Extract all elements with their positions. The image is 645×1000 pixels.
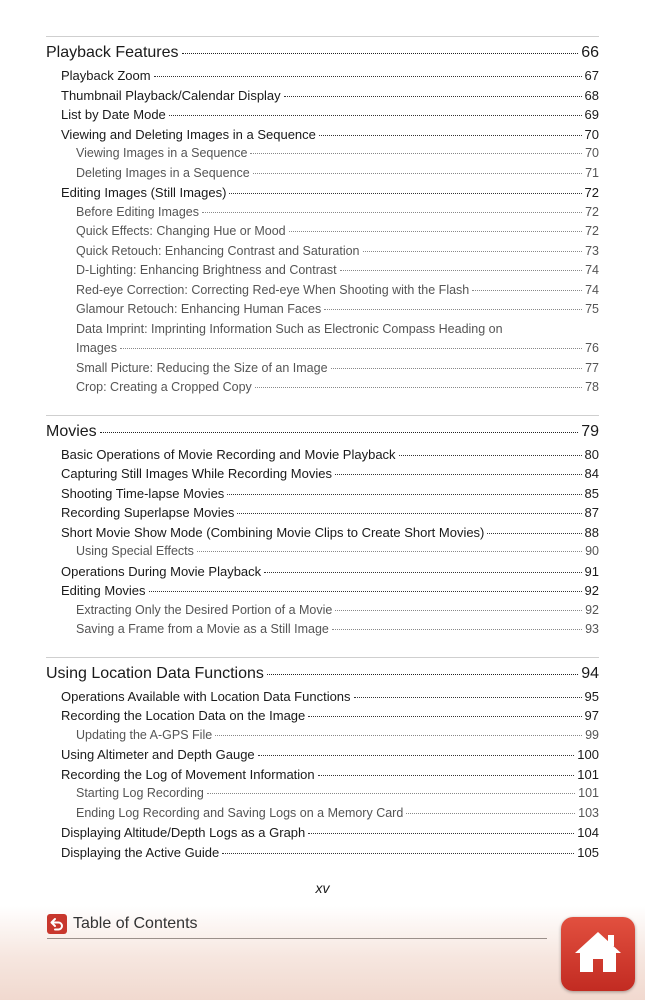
toc-section-link[interactable]: [46, 823, 599, 843]
toc-page-number: 73: [585, 243, 599, 258]
home-icon: [572, 928, 624, 981]
toc-section-link[interactable]: [46, 484, 599, 504]
dot-leader: [332, 629, 582, 630]
dot-leader: [197, 551, 582, 552]
table-of-contents: [46, 36, 599, 862]
dot-leader: [406, 813, 575, 814]
toc-section-link[interactable]: [46, 765, 599, 785]
toc-page-number: 80: [584, 446, 599, 462]
toc-section-link[interactable]: [46, 86, 599, 106]
toc-subsection-link[interactable]: [46, 726, 599, 746]
toc-page-number: 69: [584, 107, 599, 122]
toc-entry-title: List by Date Mode: [61, 107, 166, 122]
toc-entry-title: Updating the A-GPS File: [76, 727, 213, 742]
toc-subsection-link[interactable]: [46, 378, 599, 398]
dot-leader: [202, 212, 582, 213]
dot-leader: [120, 348, 582, 349]
toc-subsection-link[interactable]: [46, 320, 599, 359]
dot-leader: [258, 755, 575, 756]
toc-page-number: 74: [585, 263, 599, 277]
toc-page-number: 72: [585, 204, 599, 219]
toc-entry-title: Thumbnail Playback/Calendar Display: [61, 87, 281, 103]
toc-section-link[interactable]: [46, 66, 599, 86]
toc-subsection-link[interactable]: [46, 164, 599, 184]
toc-entry-title: Basic Operations of Movie Recording and Movie Playback: [61, 446, 396, 462]
toc-entry-title: Operations During Movie Playback: [61, 563, 262, 579]
dot-leader: [318, 775, 575, 776]
toc-entry-title: Small Picture: Reducing the Size of an Image: [76, 360, 328, 375]
toc-page-number: 93: [585, 622, 599, 636]
toc-page-number: 99: [585, 727, 599, 742]
toc-section-link[interactable]: [46, 562, 599, 582]
toc-entry-title: Images: [76, 341, 117, 355]
toc-page-number: 105: [577, 844, 599, 860]
toc-subsection-link[interactable]: [46, 784, 599, 804]
dot-leader: [487, 533, 581, 534]
toc-page-number: 68: [584, 87, 599, 103]
toc-subsection-link[interactable]: [46, 281, 599, 301]
toc-page-number: 94: [581, 664, 599, 682]
toc-subsection-link[interactable]: [46, 601, 599, 621]
toc-entry-title: Editing Movies: [61, 583, 146, 598]
dot-leader: [340, 270, 583, 271]
toc-section-link[interactable]: [46, 445, 599, 465]
dot-leader: [331, 368, 583, 369]
toc-section-link[interactable]: [46, 125, 599, 145]
dot-leader: [335, 474, 582, 475]
dot-leader: [182, 53, 579, 54]
toc-section-link[interactable]: [46, 105, 599, 125]
dot-leader: [255, 387, 582, 388]
toc-entry-title: Editing Images (Still Images): [61, 185, 227, 200]
toc-page-number: 75: [585, 302, 599, 316]
toc-section-link[interactable]: [46, 843, 599, 863]
dot-leader: [222, 853, 574, 854]
toc-entry-title: Capturing Still Images While Recording Movies: [61, 466, 332, 481]
toc-entry-title: D-Lighting: Enhancing Brightness and Contrast: [76, 263, 337, 277]
toc-page-number: 92: [584, 583, 599, 598]
toc-chapter-link[interactable]: [46, 660, 599, 687]
dot-leader: [149, 591, 582, 592]
toc-section: [46, 415, 599, 640]
toc-entry-title: Data Imprint: Imprinting Information Such as Electronic Compass Heading on: [76, 321, 503, 336]
toc-entry-title: Shooting Time-lapse Movies: [61, 485, 225, 501]
table-of-contents-link[interactable]: [47, 912, 198, 936]
dot-leader: [324, 309, 582, 310]
toc-page-number: 87: [584, 505, 599, 520]
dot-leader: [237, 513, 581, 514]
dot-leader: [308, 716, 581, 717]
toc-subsection-link[interactable]: [46, 242, 599, 262]
toc-page-number: 66: [581, 44, 599, 61]
toc-page-number: 91: [584, 563, 599, 579]
toc-chapter-link[interactable]: [46, 39, 599, 66]
toc-page-number: 79: [581, 422, 599, 440]
dot-leader: [284, 96, 582, 97]
toc-section-link[interactable]: [46, 523, 599, 543]
toc-page-number: 92: [585, 602, 599, 617]
dot-leader: [229, 193, 581, 194]
toc-entry-title: Recording Superlapse Movies: [61, 505, 235, 520]
toc-page-number: 104: [577, 825, 599, 840]
toc-entry-title: Using Special Effects: [76, 544, 194, 558]
toc-section-link[interactable]: [46, 183, 599, 203]
dot-leader: [472, 290, 582, 291]
dot-leader: [289, 231, 582, 232]
toc-subsection-link[interactable]: [46, 300, 599, 320]
dot-leader: [250, 153, 582, 154]
toc-entry-title: Movies: [46, 422, 97, 440]
toc-page-number: 103: [578, 805, 599, 820]
toc-entry-title: Before Editing Images: [76, 204, 199, 219]
toc-subsection-link[interactable]: [46, 359, 599, 379]
dot-leader: [207, 793, 575, 794]
toc-page-number: 78: [585, 380, 599, 394]
dot-leader: [363, 251, 583, 252]
toc-entry-title: Extracting Only the Desired Portion of a Movie: [76, 602, 333, 617]
toc-page-number: 74: [585, 282, 599, 297]
toc-subsection-link[interactable]: [46, 203, 599, 223]
toc-entry-title: Playback Features: [46, 44, 179, 61]
toc-section: [46, 36, 599, 398]
toc-subsection-link[interactable]: [46, 261, 599, 281]
toc-entry-title: Viewing Images in a Sequence: [76, 146, 248, 160]
toc-page-number: 100: [577, 747, 599, 762]
dot-leader: [100, 432, 579, 433]
home-button[interactable]: [561, 917, 635, 991]
toc-entry-continuation: [76, 339, 599, 359]
toc-entry-title: Glamour Retouch: Enhancing Human Faces: [76, 302, 322, 316]
dot-leader: [335, 610, 582, 611]
toc-entry-title: Using Location Data Functions: [46, 664, 264, 682]
toc-page-number: 84: [584, 466, 599, 481]
table-of-contents-label: Table of Contents: [73, 915, 198, 932]
toc-page-number: 76: [585, 341, 599, 355]
toc-section-link[interactable]: [46, 706, 599, 726]
toc-page-number: 88: [584, 524, 599, 540]
toc-page-number: 72: [585, 224, 599, 238]
toc-entry-title: Playback Zoom: [61, 68, 151, 83]
toc-section-link[interactable]: [46, 581, 599, 601]
dot-leader: [253, 173, 582, 174]
back-arrow-icon: [47, 914, 67, 934]
toc-entry-title: Ending Log Recording and Saving Logs on a Memory Card: [76, 805, 404, 820]
toc-entry-title: Displaying Altitude/Depth Logs as a Graph: [61, 825, 306, 840]
dot-leader: [308, 833, 574, 834]
toc-subsection-link[interactable]: [46, 620, 599, 640]
dot-leader: [399, 455, 582, 456]
toc-chapter-link[interactable]: [46, 418, 599, 445]
toc-entry-title: Crop: Creating a Cropped Copy: [76, 380, 252, 394]
toc-section: [46, 657, 599, 863]
page-number: xv: [315, 880, 330, 896]
dot-leader: [154, 76, 582, 77]
toc-page-number: 67: [584, 68, 599, 83]
toc-entry-title: Quick Retouch: Enhancing Contrast and Saturation: [76, 243, 360, 258]
toc-subsection-link[interactable]: [46, 144, 599, 164]
toc-entry-title: Recording the Location Data on the Image: [61, 708, 306, 723]
toc-page-number: 85: [584, 485, 599, 501]
toc-page-number: 77: [585, 360, 599, 375]
toc-entry-title: Displaying the Active Guide: [61, 844, 220, 860]
toc-entry-title: Red-eye Correction: Correcting Red-eye When Shooting with the Flash: [76, 282, 470, 297]
toc-entry-title: Viewing and Deleting Images in a Sequence: [61, 126, 316, 142]
toc-section-link[interactable]: [46, 745, 599, 765]
dot-leader: [215, 735, 582, 736]
toc-subsection-link[interactable]: [46, 804, 599, 824]
dot-leader: [319, 135, 582, 136]
toc-section-link[interactable]: [46, 503, 599, 523]
dot-leader: [267, 674, 578, 675]
toc-page-number: 101: [577, 766, 599, 782]
toc-entry-title: Using Altimeter and Depth Gauge: [61, 747, 255, 762]
toc-page-number: 97: [584, 708, 599, 723]
dot-leader: [354, 697, 582, 698]
toc-subsection-link[interactable]: [46, 222, 599, 242]
toc-entry-title: Recording the Log of Movement Information: [61, 766, 315, 782]
toc-entry-title: Saving a Frame from a Movie as a Still Image: [76, 622, 329, 636]
toc-entry-title: Short Movie Show Mode (Combining Movie Clips to Create Short Movies): [61, 524, 485, 540]
toc-entry-title: Starting Log Recording: [76, 786, 204, 800]
footer-divider: [47, 938, 547, 939]
toc-page-number: 71: [585, 165, 599, 180]
toc-page-number: 95: [584, 688, 599, 704]
toc-page-number: 90: [585, 544, 599, 558]
toc-entry-title: Operations Available with Location Data Functions: [61, 688, 351, 704]
toc-entry-title: Quick Effects: Changing Hue or Mood: [76, 224, 286, 238]
toc-page-number: 70: [585, 146, 599, 160]
toc-section-link[interactable]: [46, 464, 599, 484]
toc-entry-title: Deleting Images in a Sequence: [76, 165, 250, 180]
toc-page-number: 70: [584, 126, 599, 142]
dot-leader: [227, 494, 581, 495]
toc-subsection-link[interactable]: [46, 542, 599, 562]
toc-page-number: 101: [578, 786, 599, 800]
toc-page-number: 72: [584, 185, 599, 200]
dot-leader: [169, 115, 582, 116]
dot-leader: [264, 572, 581, 573]
toc-section-link[interactable]: [46, 687, 599, 707]
